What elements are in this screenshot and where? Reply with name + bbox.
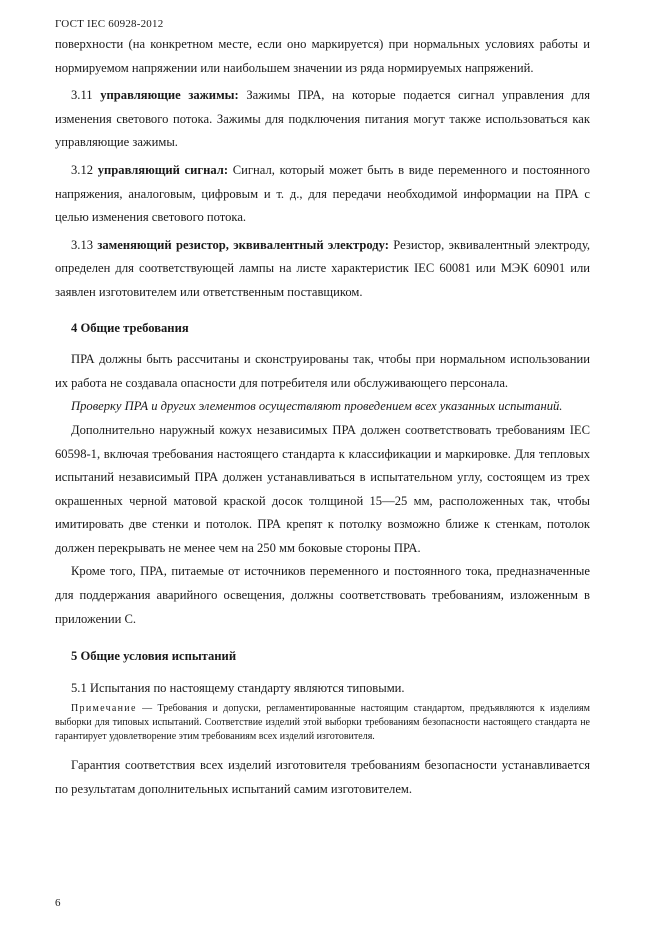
clause-text: Зажимы ПРА, на которые подается сигнал управления для изменения светового потока. Зажимы для подключения питания могут также использоваться как управляющие зажимы. — [55, 88, 590, 150]
clause-5-1: 5.1 Испытания по настоящему стандарту являются типовыми. — [71, 680, 405, 695]
clause-term: заменяющий резистор, эквивалентный электроду: — [97, 237, 389, 252]
document-body — [55, 33, 590, 802]
standard-header: ГОСТ IEC 60928-2012 — [55, 18, 164, 30]
section-4-paragraph-italic: Проверку ПРА и других элементов осуществляют проведением всех указанных испытаний. — [71, 399, 563, 414]
note-text: — Требования и допуски, регламентированные настоящим стандартом, предъявляются к изделиям выборки для типовых испытаний. Соответствие изделий этой выборки требованиям безопасности настоящего стандарта не гарантирует удовлетворение этим требованиям всех изделий изготовителя. — [55, 703, 590, 743]
clause-term: управляющий сигнал: — [97, 162, 229, 177]
section-4-heading: 4 Общие требования — [71, 320, 189, 335]
clause-text: Резистор, эквивалентный электроду, определен для соответствующей лампы на листе характеристик IEC 60081 или МЭК 60901 или заявлен изготовителем или ответственным поставщиком. — [55, 237, 591, 299]
note — [55, 702, 590, 744]
clause-term: управляющие зажимы: — [100, 88, 239, 103]
clause-3-13 — [55, 234, 590, 305]
clause-number: 3.13 — [71, 237, 94, 252]
clause-number: 3.11 — [71, 88, 93, 103]
section-5-heading: 5 Общие условия испытаний — [71, 649, 237, 664]
section-4-paragraph-1: ПРА должны быть рассчитаны и сконструированы так, чтобы при нормальном использовании их работа не создавала опасности для потребителя или обслуживающего персонала. — [55, 352, 590, 390]
section-5-paragraph-2: Гарантия соответствия всех изделий изготовителя требованиям безопасности устанавливается по результатам дополнительных испытаний самим изготовителем. — [55, 758, 590, 797]
note-label: Примечание — [71, 703, 137, 715]
clause-3-12 — [55, 159, 590, 230]
clause-number: 3.12 — [71, 162, 94, 177]
clause-text: Сигнал, который может быть в виде переменного и постоянного напряжения, аналоговым, цифровым и т. д., для передачи необходимой информации на ПРА с целью изменения светового потока. — [55, 162, 590, 225]
section-4-paragraph-2: Дополнительно наружный кожух независимых ПРА должен соответствовать требованиям IEC 60598-1, включая требования настоящего стандарта к классификации и маркировке. Для тепловых испытаний независимый ПРА должен устанавливаться в испытательном углу, состоящем из трех окрашенных черной матовой краской досок толщиной 15—25 мм, расположенных так, чтобы имитировать две стенки и потолок. ПРА крепят к потолку возможно ближе к стенкам, потолок должен перекрывать не менее чем на 250 мм боковые стороны ПРА. — [55, 422, 590, 555]
section-4-paragraph-3: Кроме того, ПРА, питаемые от источников переменного и постоянного тока, предназначенные для поддержания аварийного освещения, должны соответствовать требованиям, изложенным в приложении С. — [55, 564, 590, 626]
page-number: 6 — [55, 897, 61, 909]
clause-3-11 — [55, 84, 590, 155]
paragraph-continuation: поверхности (на конкретном месте, если оно маркируется) при нормальных условиях работы и нормируемом напряжении или наибольшем значении из ряда нормируемых напряжений. — [55, 37, 590, 75]
